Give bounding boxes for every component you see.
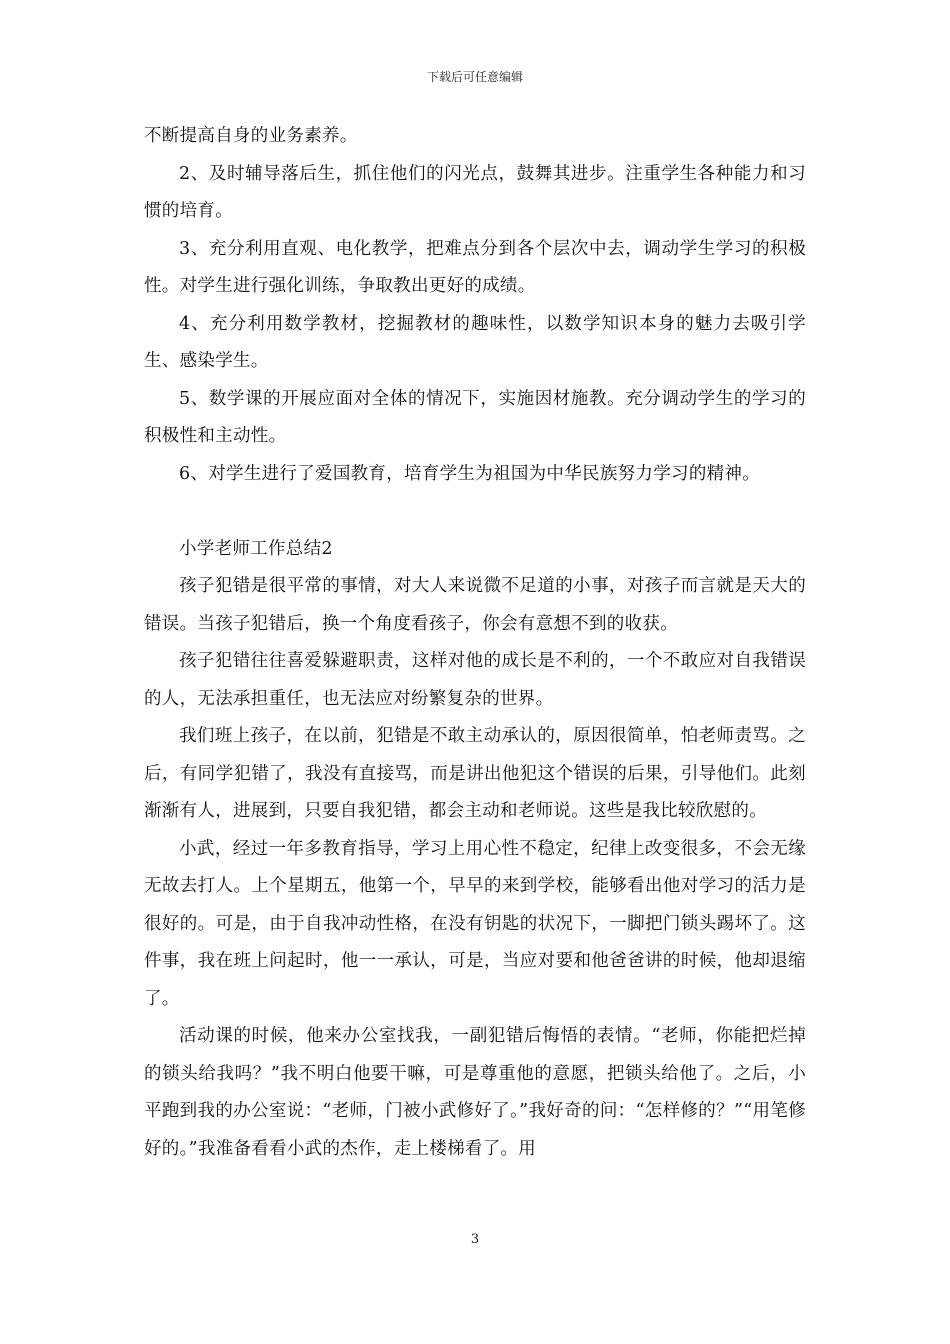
paragraph: 我们班上孩子，在以前，犯错是不敢主动承认的，原因很简单，怕老师责骂。之后，有同学犯错了，我没有直接骂，而是讲出他犯这个错误的后果，引导他们。此刻渐渐有人，进展到，只要自我犯错，都会主动和老师说。这些是我比较欣慰的。 [144, 726, 806, 821]
list-item-5: 5、数学课的开展应面对全体的情况下，实施因材施教。充分调动学生的学习的积极性和主动性。 [144, 388, 806, 446]
paragraph: 活动课的时候，他来办公室找我，一副犯错后悔悟的表情。“老师，你能把烂掉的锁头给我吗？”我不明白他要干嘛，可是尊重他的意愿，把锁头给他了。之后，小平跑到我的办公室说：“老师，门被小武修好了。”我好奇的问：“怎样修的？”“用笔修好的。”我准备看看小武的杰作，走上楼梯看了。用 [144, 1026, 806, 1159]
page-number: 3 [470, 1232, 480, 1247]
paragraph-continuation: 不断提高自身的业务素养。 [144, 126, 358, 146]
section-title: 小学老师工作总结2 [179, 538, 333, 559]
paragraph: 小武，经过一年多教育指导，学习上用心性不稳定，纪律上改变很多，不会无缘无故去打人。上个星期五，他第一个，早早的来到学校，能够看出他对学习的活力是很好的。可是，由于自我冲动性格，在没有钥匙的状况下，一脚把门锁头踢坏了。这件事，我在班上问起时，他一一承认，可是，当应对要和他爸爸讲的时候，他却退缩了。 [144, 838, 806, 1009]
list-item-3: 3、充分利用直观、电化教学，把难点分到各个层次中去，调动学生学习的积极性。对学生进行强化训练，争取教出更好的成绩。 [144, 238, 806, 296]
list-item-4: 4、充分利用数学教材，挖掘教材的趣味性，以数学知识本身的魅力去吸引学生、感染学生。 [144, 313, 806, 371]
page-header: 下载后可任意编辑 [426, 70, 523, 84]
list-item-2: 2、及时辅导落后生，抓住他们的闪光点，鼓舞其进步。注重学生各种能力和习惯的培育。 [144, 163, 806, 221]
paragraph: 孩子犯错往往喜爱躲避职责，这样对他的成长是不利的，一个不敢应对自我错误的人，无法承担重任，也无法应对纷繁复杂的世界。 [144, 651, 806, 709]
list-item-6: 6、对学生进行了爱国教育，培育学生为祖国为中华民族努力学习的精神。 [179, 463, 761, 484]
document-body [144, 118, 806, 1168]
paragraph: 孩子犯错是很平常的事情，对大人来说微不足道的小事，对孩子而言就是天大的错误。当孩子犯错后，换一个角度看孩子，你会有意想不到的收获。 [144, 576, 806, 634]
